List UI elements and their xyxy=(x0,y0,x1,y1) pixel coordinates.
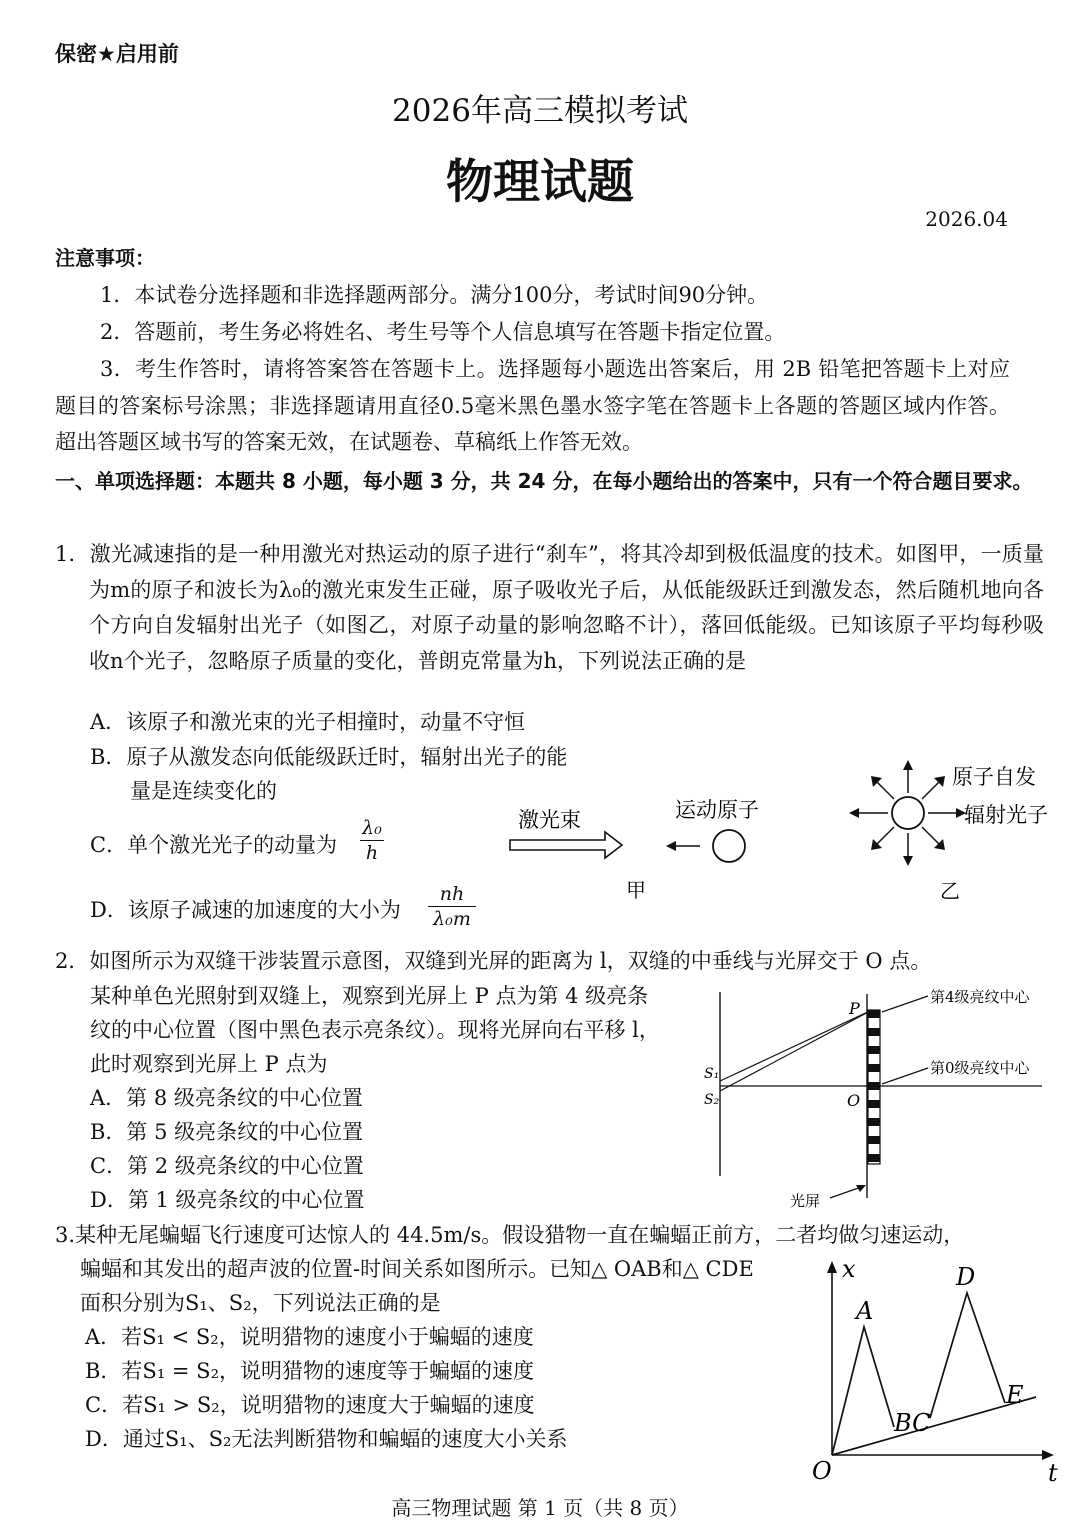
exam-date: 2026.04 xyxy=(925,207,1008,231)
point-o-label: O xyxy=(847,1091,861,1110)
ray-s1-to-p xyxy=(720,1010,872,1081)
slit-s2-label: S₂ xyxy=(704,1092,720,1108)
origin-label: O xyxy=(812,1457,832,1485)
figure-yi-label: 乙 xyxy=(940,879,960,903)
q1-d-numerator: nh xyxy=(428,882,476,907)
point-p-label: P xyxy=(849,999,860,1018)
point-d-label: D xyxy=(956,1263,976,1291)
x-axis-label: x xyxy=(842,1255,856,1283)
leader-0th-fringe xyxy=(882,1068,928,1084)
page-footer: 高三物理试题 第 1 页（共 8 页） xyxy=(391,1496,689,1520)
atom-circle xyxy=(713,830,745,862)
q2-option-c: C．第 2 级亮条纹的中心位置 xyxy=(90,1154,364,1178)
q3-option-b: B．若S₁ = S₂，说明猎物的速度等于蝙蝠的速度 xyxy=(85,1359,534,1383)
q1-option-b-line1: B．原子从激发态向低能级跃迁时，辐射出光子的能 xyxy=(90,745,568,769)
ray-s2-to-p xyxy=(720,1010,872,1091)
fringe-pattern xyxy=(868,1010,880,1164)
q1-option-c: C．单个激光光子的动量为 xyxy=(90,833,338,857)
q2-stem-line3: 纹的中心位置（图中黑色表示亮条纹）。现将光屏向右平移 l， xyxy=(90,1018,660,1042)
emitting-atom-circle xyxy=(892,797,924,829)
laser-beam-arrow xyxy=(510,832,622,858)
moving-atom-label: 运动原子 xyxy=(675,798,759,822)
q1-figure-yi xyxy=(840,758,1070,908)
q1-option-c-fraction xyxy=(360,816,384,865)
q1-d-denominator: λ₀m xyxy=(433,908,471,930)
spontaneous-emission-label-2: 辐射光子 xyxy=(964,803,1048,827)
triangle-oab xyxy=(832,1327,894,1455)
q1-option-a: A．该原子和激光束的光子相撞时，动量不守恒 xyxy=(90,710,526,734)
note-item-1: 1．本试卷分选择题和非选择题两部分。满分100分，考试时间90分钟。 xyxy=(100,283,769,307)
note-item-3: 3．考生作答时，请将答案答在答题卡上。选择题每小题选出答案后，用 2B 铅笔把答题卡上对应题目的答案标号涂黑；非选择题请用直径0.5毫米黑色墨水签字笔在答题卡上各题的答题区域内作答。超出答题区域书写的答案无效，在试题卷、草稿纸上作答无效。 xyxy=(55,357,1010,454)
q2-stem-line2: 某种单色光照射到双缝上，观察到光屏上 P 点为第 4 级亮条 xyxy=(90,984,649,1008)
q1-c-numerator: λ₀ xyxy=(360,816,384,841)
point-a-label: A xyxy=(856,1297,874,1325)
q1-figure-jia xyxy=(500,795,780,905)
atom-velocity-arrowhead xyxy=(666,841,676,851)
q3-option-c: C．若S₁ > S₂，说明猎物的速度大于蝙蝠的速度 xyxy=(85,1393,535,1417)
screen-label: 光屏 xyxy=(790,1192,821,1210)
leader-4th-fringe xyxy=(882,996,928,1012)
q2-figure-double-slit xyxy=(700,980,1050,1215)
note-item-2: 2．答题前，考生务必将姓名、考生号等个人信息填写在答题卡指定位置。 xyxy=(100,320,786,344)
q2-stem-line1: 2．如图所示为双缝干涉装置示意图，双缝到光屏的距离为 l，双缝的中垂线与光屏交于 O 点。 xyxy=(55,949,932,973)
q2-option-d: D．第 1 级亮条纹的中心位置 xyxy=(90,1188,365,1212)
triangle-cde xyxy=(930,1293,1005,1418)
point-bc-label: BC xyxy=(894,1409,931,1437)
q2-option-b: B．第 5 级亮条纹的中心位置 xyxy=(90,1120,364,1144)
q3-option-a: A．若S₁ < S₂，说明猎物的速度小于蝙蝠的速度 xyxy=(85,1325,534,1349)
subject-title: 物理试题 xyxy=(446,155,634,210)
x-axis-arrowhead xyxy=(827,1261,837,1273)
t-axis-label: t xyxy=(1048,1459,1058,1487)
q3-stem-line1: 3.某种无尾蝙蝠飞行速度可达惊人的 44.5m/s。假设猎物一直在蝙蝠正前方，二者均做匀速运动， xyxy=(55,1223,965,1247)
q2-stem-line4: 此时观察到光屏上 P 点为 xyxy=(90,1052,328,1076)
laser-beam-label: 激光束 xyxy=(518,808,581,832)
label-0th-fringe: 第0级亮纹中心 xyxy=(930,1059,1030,1077)
q3-stem-line3: 面积分别为S₁、S₂，下列说法正确的是 xyxy=(80,1291,441,1315)
q3-stem-line2: 蝙蝠和其发出的超声波的位置-时间关系如图所示。已知△ OAB和△ CDE xyxy=(80,1257,754,1281)
q2-option-a: A．第 8 级亮条纹的中心位置 xyxy=(90,1086,363,1110)
q1-option-b-line2: 量是连续变化的 xyxy=(130,779,277,803)
exam-title: 2026年高三模拟考试 xyxy=(392,93,688,129)
point-e-label: E xyxy=(1006,1381,1024,1409)
notes-heading: 注意事项： xyxy=(55,246,155,270)
q1-option-d-fraction xyxy=(428,882,476,931)
q3-option-d: D．通过S₁、S₂无法判断猎物和蝙蝠的速度大小关系 xyxy=(85,1427,568,1451)
q1-c-denominator: h xyxy=(365,842,379,864)
section-1-title: 一、单项选择题：本题共 8 小题，每小题 3 分，共 24 分，在每小题给出的答案中，只有一个符合题目要求。 xyxy=(55,469,1033,493)
q1-stem: 1．激光减速指的是一种用激光对热运动的原子进行“刹车”，将其冷却到极低温度的技术。如图甲，一质量为m的原子和波长为λ₀的激光束发生正碰，原子吸收光子后，从低能级跃迁到激发态，然后随机地向各个方向自发辐射出光子（如图乙，对原子动量的影响忽略不计），落回低能级。已知该原子平均每秒吸收n个光子，忽略原子质量的变化，普朗克常量为h，下列说法正确的是 xyxy=(55,542,1044,673)
spontaneous-emission-label-1: 原子自发 xyxy=(952,765,1036,789)
slit-s1-label: S₁ xyxy=(704,1066,720,1082)
label-4th-fringe: 第4级亮纹中心 xyxy=(930,988,1030,1006)
q1-option-d: D．该原子减速的加速度的大小为 xyxy=(90,898,401,922)
q3-figure-xt-graph xyxy=(800,1255,1065,1490)
figure-jia-label: 甲 xyxy=(626,878,646,902)
confidential-mark: 保密★启用前 xyxy=(55,42,179,66)
